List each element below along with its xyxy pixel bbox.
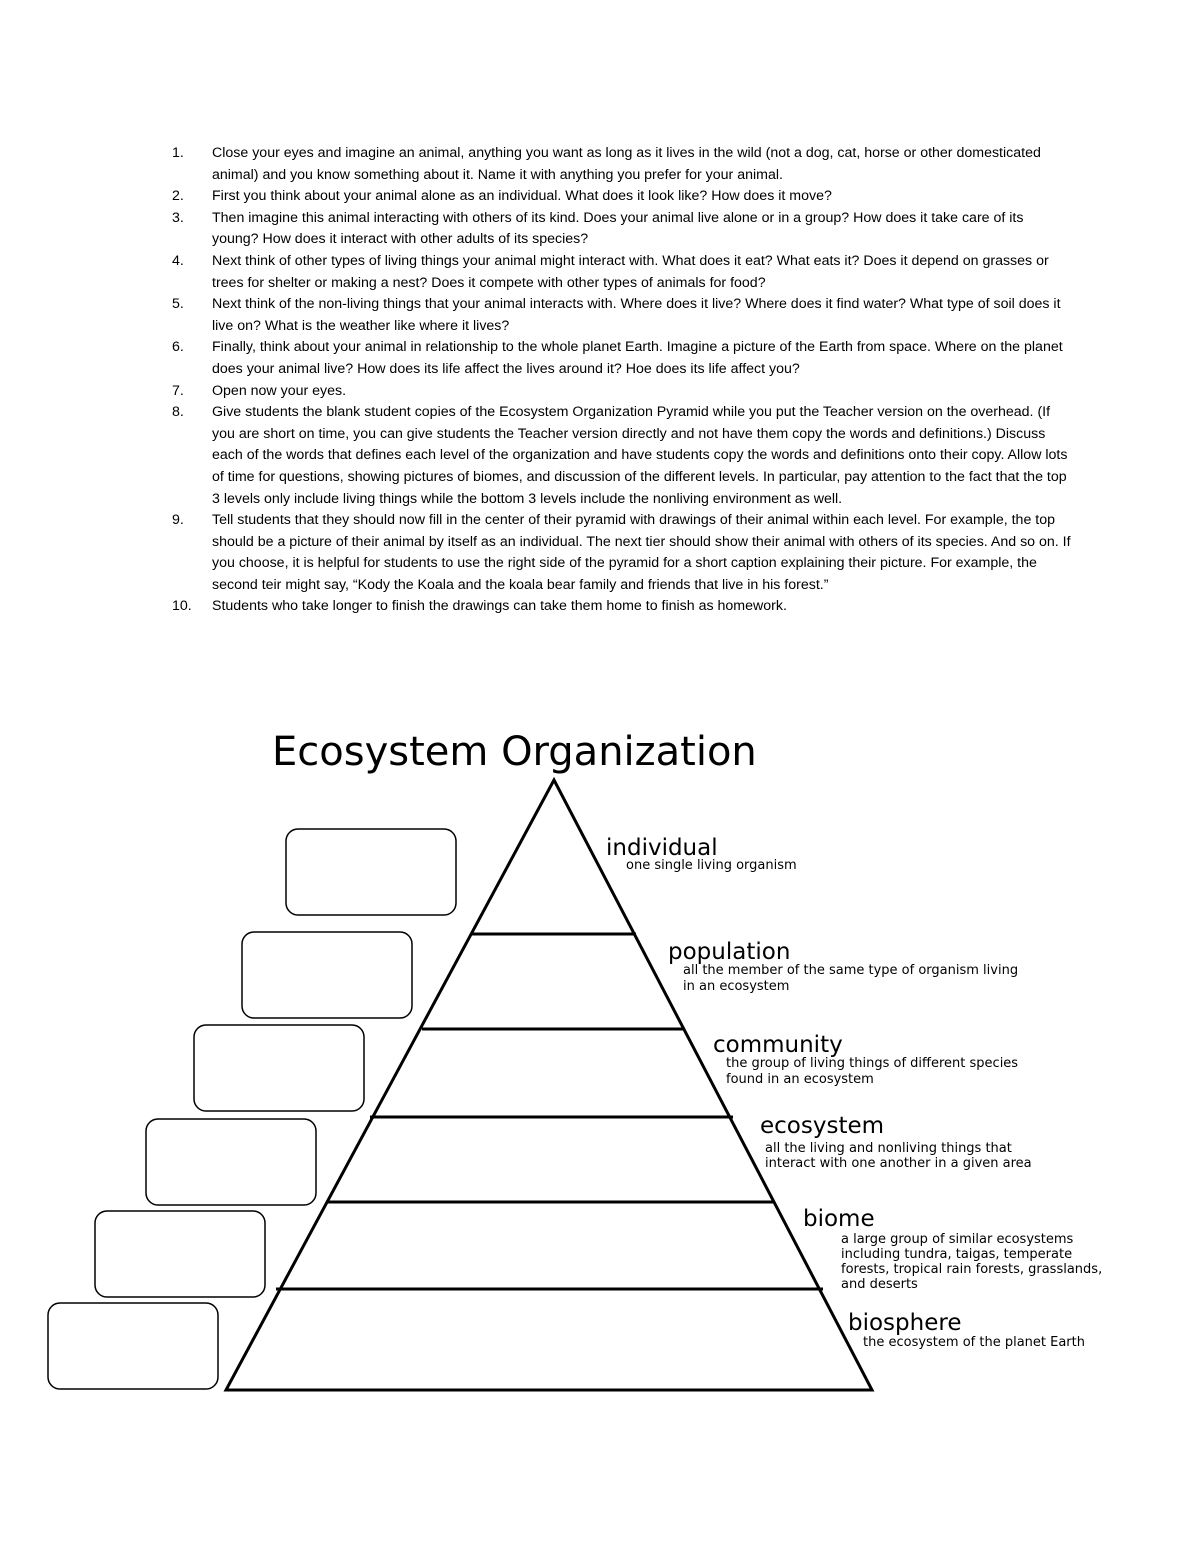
instruction-item [172,596,1072,618]
level-desc: in an ecosystem [683,979,790,994]
instruction-text: Next think of other types of living things your animal might interact with. What does it eat? What eats it? Does it depend on grasses or trees for shelter or making a nest? Does it compete with other types of animals for food? [212,252,1049,291]
instruction-number: 4. [172,252,184,269]
level-desc: the group of living things of different species [726,1056,1019,1071]
instruction-number: 7. [172,382,184,399]
level-desc: the ecosystem of the planet Earth [863,1335,1085,1350]
level-desc: all the member of the same type of organism living [683,963,1019,978]
level-desc: one single living organism [626,858,797,873]
level-name: biome [803,1206,875,1232]
instruction-item [172,381,1072,403]
instruction-item [172,208,1072,251]
instruction-item [172,143,1072,186]
instruction-text: Finally, think about your animal in relationship to the whole planet Earth. Imagine a picture of the Earth from space. Where on the planet does your animal live? How does its life affect the lives around it? Hoe does its life affect you? [212,339,1063,377]
level-community [713,1032,1018,1087]
level-biome [803,1206,1102,1292]
level-desc: forests, tropical rain forests, grasslands, [841,1262,1103,1277]
level-desc: including tundra, taigas, temperate [841,1247,1073,1262]
instruction-item [172,402,1072,510]
instruction-item [172,251,1072,294]
instruction-number: 5. [172,296,184,313]
level-desc: and deserts [841,1277,918,1292]
instruction-text: First you think about your animal alone as an individual. What does it look like? How does it move? [212,188,832,205]
caption-box-biome[interactable] [95,1211,265,1297]
level-name: population [668,939,791,965]
diagram-title: Ecosystem Organization [272,729,757,775]
instruction-number: 1. [172,145,184,161]
level-ecosystem [760,1113,1032,1171]
caption-boxes [48,829,456,1389]
instruction-number: 3. [172,209,184,226]
instruction-item [172,186,1072,208]
level-name: community [713,1032,843,1058]
instruction-number: 8. [172,404,184,421]
level-name: individual [606,835,718,861]
instruction-list [172,143,1072,618]
caption-box-biosphere[interactable] [48,1303,218,1389]
instruction-number: 10. [172,598,192,615]
instruction-number: 9. [172,512,184,529]
instruction-number: 6. [172,339,184,356]
instruction-text: Give students the blank student copies of the Ecosystem Organization Pyramid while you put the Teacher version on the overhead. (If you are short on time, you can give students the Teacher version directly and not have them copy the words and definitions.) Discuss each of the words that defines each level of the organization and have students copy the words and definitions onto their copy. Allow lots of time for questions, showing pictures of biomes, and discussion of the different levels. In particular, pay attention to the fact that the top 3 levels only include living things while the bottom 3 levels include the nonliving environment as well. [212,404,1068,507]
instruction-text: Tell students that they should now fill in the center of their pyramid with drawings of their animal within each level. For example, the top should be a picture of their animal by itself as an individual. The next tier should show their animal with others of its species. And so on. If you choose, it is helpful for students to use the right side of the pyramid for a short caption explaining their picture. For example, the second teir might say, “Kody the Koala and the koala bear family and friends that live in his forest.” [212,512,1071,593]
level-name: biosphere [848,1310,962,1336]
instruction-text: Next think of the non-living things that your animal interacts with. Where does it live? Where does it find water? What type of soil does it live on? What is the weather like where it lives? [212,296,1061,334]
level-desc: found in an ecosystem [726,1072,874,1087]
instruction-item [172,294,1072,337]
level-desc: all the living and nonliving things that [765,1141,1012,1156]
level-labels [606,835,1102,1350]
level-population [668,939,1018,994]
ecosystem-pyramid-diagram [0,700,1200,1420]
caption-box-community[interactable] [194,1025,364,1111]
level-desc: a large group of similar ecosystems [841,1232,1074,1247]
instruction-text: Close your eyes and imagine an animal, anything you want as long as it lives in the wild (not a dog, cat, horse or other domesticated animal) and you know something about it. Name it with anything you prefer for your animal. [212,145,1041,183]
level-biosphere [848,1310,1085,1350]
instruction-item [172,337,1072,380]
instruction-item [172,510,1072,596]
caption-box-ecosystem[interactable] [146,1119,316,1205]
caption-box-individual[interactable] [286,829,456,915]
level-name: ecosystem [760,1113,885,1139]
instruction-text: Students who take longer to finish the drawings can take them home to finish as homework. [212,598,787,615]
caption-box-population[interactable] [242,932,412,1018]
instruction-text: Then imagine this animal interacting with others of its kind. Does your animal live alone or in a group? How does it take care of its young? How does it interact with other adults of its species? [212,209,1024,248]
level-individual [606,835,797,873]
instruction-number: 2. [172,188,184,205]
level-desc: interact with one another in a given area [765,1156,1032,1171]
instruction-text: Open now your eyes. [212,382,347,399]
